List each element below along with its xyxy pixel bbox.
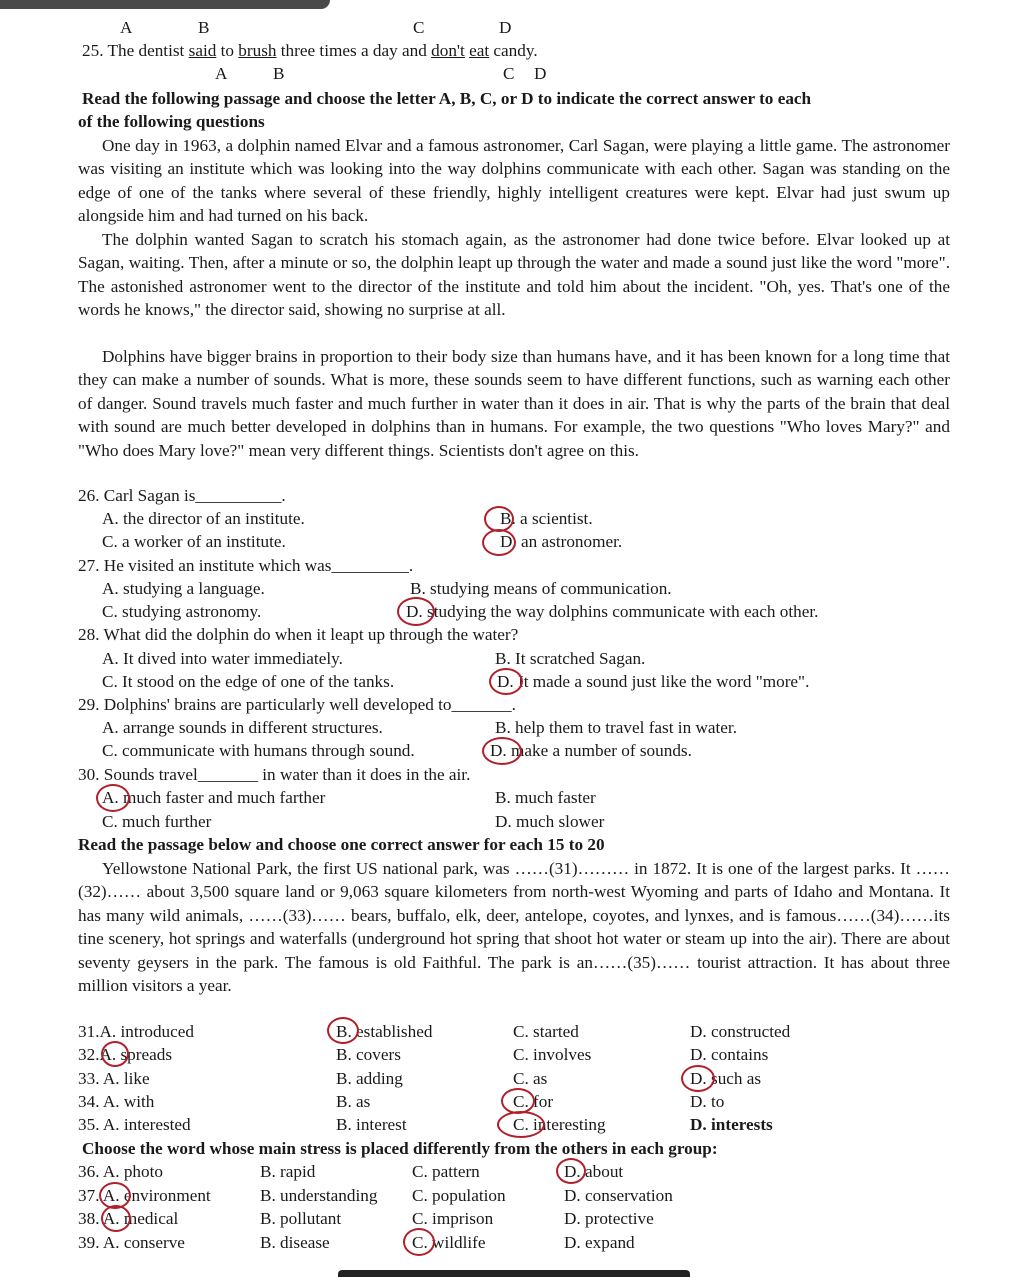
- q27-option-b: B. studying means of communication.: [410, 579, 672, 598]
- q26-option-c: C. a worker of an institute.: [102, 532, 286, 551]
- q38-option-b: B. pollutant: [260, 1209, 342, 1228]
- q27-option-a: A. studying a language.: [102, 579, 265, 598]
- q30-option-a: A. much faster and much farther: [102, 788, 326, 807]
- stress-heading: Choose the word whose main stress is placed differently from the others in each group:: [82, 1139, 718, 1158]
- answer-circle-q38-a: [101, 1205, 131, 1232]
- q31-option-a: 31.A. introduced: [78, 1022, 194, 1041]
- q35-option-d: D. interests: [690, 1115, 773, 1134]
- q25-word-dont: don't: [431, 41, 465, 60]
- q35-option-b: B. interest: [336, 1115, 407, 1134]
- answer-circle-q28-d: [489, 668, 523, 695]
- q30-option-c: C. much further: [102, 812, 212, 831]
- answer-circle-q39-c: [403, 1228, 435, 1256]
- q33-option-d: D. such as: [690, 1069, 762, 1088]
- q32-option-d: D. contains: [690, 1045, 769, 1064]
- q38-option-c: C. imprison: [412, 1209, 494, 1228]
- reading2-paragraph: Yellowstone National Park, the first US national park, was ……(31)……… in 1872. It is one of the largest parks. It ……(32)…… about 3,500 square land or 9,063 square kilometers from north-west Wyoming and parts of Idaho and Montana. It has many wild animals, ……(33)…… bears, buffalo, elk, deer, antelope, coyotes, and lynxes, and is famous……(34)……its tine scenery, hot springs and waterfalls (underground hot spring that shoot hot water or steam up into the air). There are about seventy geysers in the park. The famous is old Faithful. The park is an……(35)…… tourist attraction. It has about three million visitors a year.: [78, 859, 950, 996]
- q25-sentence: [82, 39, 538, 62]
- q26-option-b: B. a scientist.: [500, 509, 593, 528]
- answer-circle-q31-b: [327, 1017, 359, 1044]
- q26-option-a: A. the director of an institute.: [102, 509, 305, 528]
- bottom-bar: [338, 1270, 690, 1277]
- q27-stem: 27. He visited an institute which was_________.: [78, 556, 414, 575]
- q33-option-a: 33. A. like: [78, 1069, 150, 1088]
- q25-letter-d2: D: [534, 64, 547, 83]
- q25-t1: to: [216, 41, 239, 60]
- q36-option-b: B. rapid: [260, 1162, 316, 1181]
- answer-circle-q33-d: [681, 1065, 715, 1092]
- q38-option-a: 38. A. medical: [78, 1209, 179, 1228]
- q32-option-c: C. involves: [513, 1045, 592, 1064]
- q31-option-b: B. established: [336, 1022, 433, 1041]
- q33-option-b: B. adding: [336, 1069, 403, 1088]
- answer-circle-q30-a: [96, 784, 130, 812]
- q25-t2: three times a day and: [276, 41, 432, 60]
- q28-option-a: A. It dived into water immediately.: [102, 649, 343, 668]
- q39-option-d: D. expand: [564, 1233, 635, 1252]
- q32-option-a: 32.A. spreads: [78, 1045, 173, 1064]
- q30-option-b: B. much faster: [495, 788, 596, 807]
- q39-option-b: B. disease: [260, 1233, 330, 1252]
- q29-option-c: C. communicate with humans through sound.: [102, 741, 415, 760]
- reading1-paragraph-3: Dolphins have bigger brains in proportion to their body size than humans have, and it has been known for a long time that they can make a number of sounds. What is more, these sounds seem to have different functions, such as warning each other of danger. Sound travels much faster and much further in water than it does in air. That is why the parts of the brain that deal with sound are much better developed in dolphins than in humans. For example, the two questions "Who loves Mary?" and "Who does Mary love?" mean very different things. Scientists don't agree on this.: [78, 347, 950, 460]
- q31-option-d: D. constructed: [690, 1022, 791, 1041]
- q30-option-d: D. much slower: [495, 812, 605, 831]
- q33-option-c: C. as: [513, 1069, 548, 1088]
- q36-option-d: D. about: [564, 1162, 624, 1181]
- q26-option-d: D. an astronomer.: [500, 532, 623, 551]
- q27-option-d: D. studying the way dolphins communicate with each other.: [406, 602, 819, 621]
- q30-stem: 30. Sounds travel_______ in water than it does in the air.: [78, 765, 471, 784]
- reading1-heading-line2: of the following questions: [78, 112, 265, 131]
- q37-option-d: D. conservation: [564, 1186, 673, 1205]
- q28-option-d: D. It made a sound just like the word "more".: [497, 672, 810, 691]
- answer-circle-q26-d: [482, 529, 516, 556]
- q37-option-c: C. population: [412, 1186, 506, 1205]
- q37-option-b: B. understanding: [260, 1186, 378, 1205]
- q38-option-d: D. protective: [564, 1209, 654, 1228]
- q28-option-b: B. It scratched Sagan.: [495, 649, 646, 668]
- answer-circle-q29-d: [482, 737, 522, 765]
- q25-pre: 25. The dentist: [82, 41, 189, 60]
- q34-option-a: 34. A. with: [78, 1092, 155, 1111]
- q29-option-a: A. arrange sounds in different structures.: [102, 718, 383, 737]
- reading1-heading-line1: Read the following passage and choose the letter A, B, C, or D to indicate the correct answer to each: [82, 89, 812, 108]
- q25-letter-a2: A: [215, 64, 228, 83]
- q31-option-c: C. started: [513, 1022, 579, 1041]
- q29-stem: 29. Dolphins' brains are particularly well developed to_______.: [78, 695, 516, 714]
- q34-option-d: D. to: [690, 1092, 725, 1111]
- answer-circle-q36-d: [556, 1158, 586, 1184]
- q29-option-b: B. help them to travel fast in water.: [495, 718, 737, 737]
- q37-option-a: 37. A. environment: [78, 1186, 211, 1205]
- answer-circle-q32-a: [101, 1041, 129, 1067]
- reading1-paragraph-1: One day in 1963, a dolphin named Elvar and a famous astronomer, Carl Sagan, were playing a little game. The astronomer was visiting an institute which was looking into the way dolphins communicate with each other. Sagan was standing on the edge of one of the tanks where several of these friendly, highly intelligent creatures were kept. Elvar had just swum up alongside him and had turned on his back.: [78, 136, 950, 226]
- q25-t4: candy.: [489, 41, 538, 60]
- answer-circle-q27-d: [397, 597, 435, 626]
- q25-letter-d: D: [499, 18, 512, 37]
- answer-circle-q35-c: [497, 1111, 545, 1138]
- q34-option-b: B. as: [336, 1092, 371, 1111]
- reading1-paragraph-2: The dolphin wanted Sagan to scratch his stomach again, as the astronomer had done twice before. Elvar looked up at Sagan, waiting. Then, after a minute or so, the dolphin leapt up through the water and made a sound just like the word "more". The astonished astronomer went to the director of the institute and told him about the incident. "Oh, yes. That's one of the words he knows," the director said, showing no surprise at all.: [78, 230, 950, 320]
- q28-stem: 28. What did the dolphin do when it leapt up through the water?: [78, 625, 519, 644]
- q36-option-a: 36. A. photo: [78, 1162, 163, 1181]
- q25-word-said: said: [188, 41, 217, 60]
- q25-letter-b: B: [198, 18, 210, 37]
- q34-option-c: C. for: [513, 1092, 554, 1111]
- q28-option-c: C. It stood on the edge of one of the tanks.: [102, 672, 395, 691]
- q25-letter-c: C: [413, 18, 425, 37]
- q32-option-b: B. covers: [336, 1045, 401, 1064]
- q25-letter-a: A: [120, 18, 133, 37]
- q36-option-c: C. pattern: [412, 1162, 480, 1181]
- q27-option-c: C. studying astronomy.: [102, 602, 262, 621]
- q25-letter-b2: B: [273, 64, 285, 83]
- reading2-heading: Read the passage below and choose one correct answer for each 15 to 20: [78, 835, 605, 854]
- q25-word-brush: brush: [238, 41, 277, 60]
- q35-option-c: C. interesting: [513, 1115, 606, 1134]
- q39-option-c: C. wildlife: [412, 1233, 486, 1252]
- q29-option-d: D. make a number of sounds.: [490, 741, 692, 760]
- q25-word-eat: eat: [469, 41, 490, 60]
- q39-option-a: 39. A. conserve: [78, 1233, 185, 1252]
- q26-stem: 26. Carl Sagan is__________.: [78, 486, 286, 505]
- q35-option-a: 35. A. interested: [78, 1115, 191, 1134]
- q25-letter-c2: C: [503, 64, 515, 83]
